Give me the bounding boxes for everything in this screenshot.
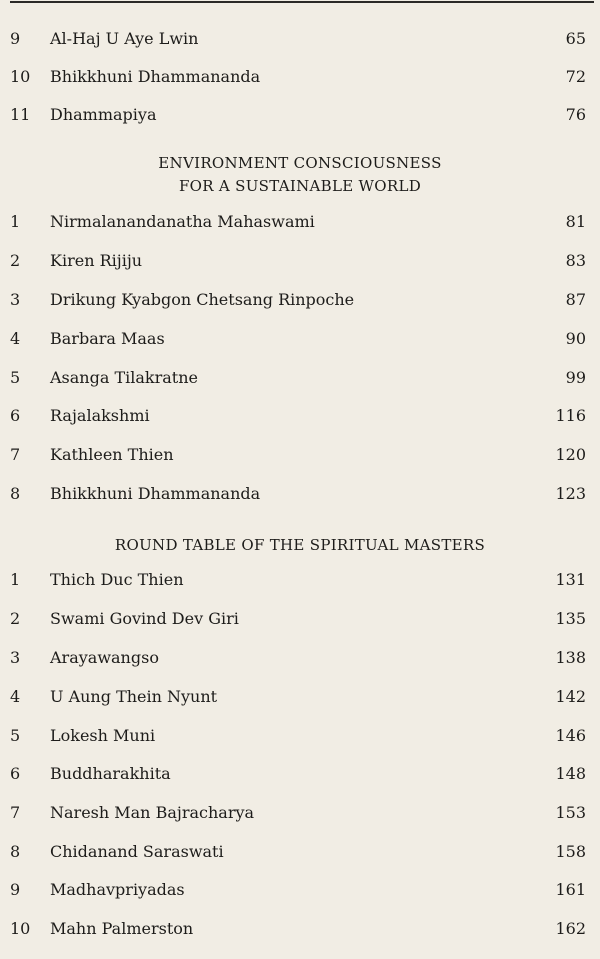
entry-number: 4 <box>10 329 21 348</box>
entry-number: 7 <box>10 445 21 464</box>
entry-number: 2 <box>10 251 21 270</box>
toc-entry[interactable] <box>0 837 600 867</box>
entry-number: 3 <box>10 290 21 309</box>
entry-name: Arayawangso <box>50 648 159 667</box>
toc-entry[interactable] <box>0 246 600 276</box>
entry-name: Swami Govind Dev Giri <box>50 609 239 628</box>
toc-entry[interactable] <box>0 875 600 905</box>
entry-page: 162 <box>555 919 586 938</box>
entry-number: 6 <box>10 406 21 425</box>
entry-number: 8 <box>10 484 21 503</box>
entry-name: Buddharakhita <box>50 764 171 783</box>
entry-page: 83 <box>565 251 586 270</box>
entry-name: Nirmalanandanatha Mahaswami <box>50 212 315 231</box>
top-rule <box>10 1 594 3</box>
entry-page: 65 <box>565 29 586 48</box>
entry-page: 148 <box>555 764 586 783</box>
entry-name: U Aung Thein Nyunt <box>50 687 218 706</box>
entry-number: 7 <box>10 803 21 822</box>
section-heading: ROUND TABLE OF THE SPIRITUAL MASTERS <box>114 536 486 554</box>
toc-entry[interactable] <box>0 565 600 595</box>
entry-number: 5 <box>10 726 21 745</box>
section-heading: ENVIRONMENT CONSCIOUSNESS <box>158 154 442 172</box>
entry-number: 2 <box>10 609 21 628</box>
entry-page: 116 <box>555 406 586 425</box>
entry-name: Mahn Palmerston <box>50 919 194 938</box>
toc-entry[interactable] <box>0 285 600 315</box>
entry-number: 3 <box>10 648 21 667</box>
entry-number: 10 <box>10 919 31 938</box>
entry-number: 9 <box>10 29 21 48</box>
toc-entry[interactable] <box>0 440 600 470</box>
toc-entry[interactable] <box>0 62 600 92</box>
entry-page: 87 <box>565 290 586 309</box>
entry-name: Madhavpriyadas <box>50 880 185 899</box>
entry-number: 9 <box>10 880 21 899</box>
toc-entry[interactable] <box>0 721 600 751</box>
toc-entry[interactable] <box>0 100 600 130</box>
entry-page: 138 <box>555 648 586 667</box>
entry-name: Naresh Man Bajracharya <box>50 803 255 822</box>
entry-page: 72 <box>565 67 586 86</box>
entry-page: 142 <box>555 687 586 706</box>
entry-page: 120 <box>555 445 586 464</box>
toc-entry[interactable] <box>0 643 600 673</box>
entry-name: Al-Haj U Aye Lwin <box>50 29 199 48</box>
entry-page: 81 <box>565 212 586 231</box>
entry-number: 8 <box>10 842 21 861</box>
entry-page: 161 <box>555 880 586 899</box>
entry-name: Bhikkhuni Dhammananda <box>50 484 261 503</box>
entry-page: 146 <box>555 726 586 745</box>
toc-entry[interactable] <box>0 24 600 54</box>
entry-page: 153 <box>555 803 586 822</box>
entry-page: 99 <box>565 368 586 387</box>
entry-number: 11 <box>10 105 31 124</box>
entry-name: Kiren Rijiju <box>50 251 143 270</box>
entry-page: 158 <box>555 842 586 861</box>
entry-name: Asanga Tilakratne <box>50 368 199 387</box>
toc-entry[interactable] <box>0 207 600 237</box>
entry-number: 1 <box>10 570 21 589</box>
toc-entry[interactable] <box>0 479 600 509</box>
entry-number: 5 <box>10 368 21 387</box>
section-heading: FOR A SUSTAINABLE WORLD <box>178 177 422 195</box>
entry-name: Kathleen Thien <box>50 445 174 464</box>
entry-name: Bhikkhuni Dhammananda <box>50 67 261 86</box>
entry-page: 123 <box>555 484 586 503</box>
entry-name: Drikung Kyabgon Chetsang Rinpoche <box>50 290 355 309</box>
entry-number: 1 <box>10 212 21 231</box>
toc-entry[interactable] <box>0 324 600 354</box>
entry-number: 10 <box>10 67 31 86</box>
entry-number: 6 <box>10 764 21 783</box>
entry-name: Dhammapiya <box>50 105 157 124</box>
entry-page: 131 <box>555 570 586 589</box>
entry-name: Chidanand Saraswati <box>50 842 224 861</box>
entry-name: Thich Duc Thien <box>50 570 184 589</box>
toc-entry[interactable] <box>0 682 600 712</box>
entry-page: 76 <box>565 105 586 124</box>
entry-number: 4 <box>10 687 21 706</box>
entry-page: 135 <box>555 609 586 628</box>
toc-entry[interactable] <box>0 914 600 944</box>
entry-name: Rajalakshmi <box>50 406 150 425</box>
toc-entry[interactable] <box>0 759 600 789</box>
toc-entry[interactable] <box>0 363 600 393</box>
entry-name: Barbara Maas <box>50 329 165 348</box>
entry-name: Lokesh Muni <box>50 726 156 745</box>
toc-entry[interactable] <box>0 401 600 431</box>
entry-page: 90 <box>565 329 586 348</box>
toc-entry[interactable] <box>0 798 600 828</box>
toc-entry[interactable] <box>0 604 600 634</box>
